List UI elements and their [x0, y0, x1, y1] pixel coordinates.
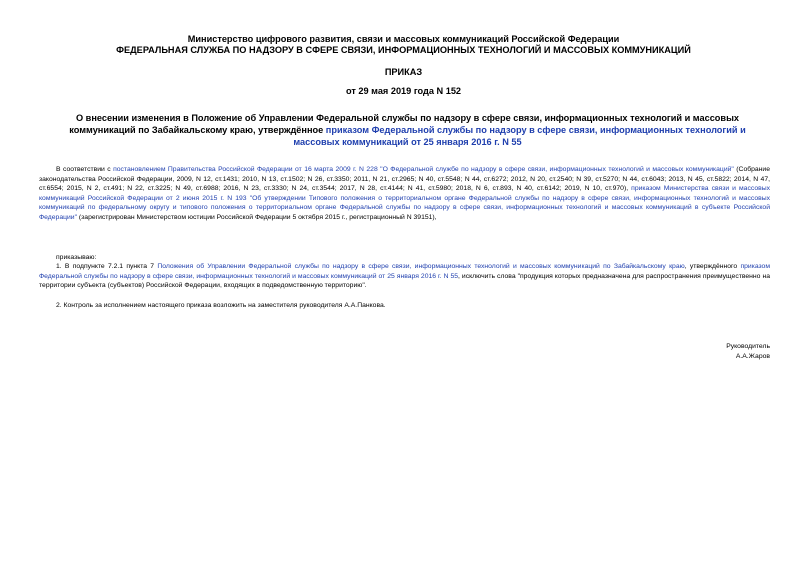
- signature-name: А.А.Жаров: [735, 353, 770, 360]
- signature-position: Руководитель: [726, 343, 770, 350]
- clause-2-paragraph: [39, 301, 770, 311]
- order-55-link[interactable]: приказом Федеральной службы по надзору в сфере связи, информационных технологий и массовых коммуникаций от 25 января 2016 г. N 55: [39, 263, 771, 280]
- preamble-text-3: (зарегистрирован Министерством юстиции Российской Федерации 5 октября 2015 г., регистрационный N 39151),: [77, 213, 437, 221]
- preamble-text-2: (Собрание законодательства Российской Федерации, 2009, N 12, ст.1431; 2010, N 13, ст.1502; N 26, ст.3350; 2011, N 21, ст.2965; N 40, ст.5548; N 44, ст.6272; 2012, N 20, ст.2540; N 39, ст.5270; N 44, ст.6043; 2013, N 45, ст.5822; 2014, N 47, ст.6554; 2015, N 2, ст.491; N 22, ст.3225; N 49, ст.6988; 2016, N 23, ст.3330; N 24, ст.3544; 2017, N 28, ст.4144; N 41, ст.5980; 2018, N 6, ст.893, N 40, ст.6142; 2019, N 10, ст.970),: [39, 166, 771, 193]
- government-decree-link[interactable]: постановлением Правительства Российской Федерации от 16 марта 2009 г. N 228 "О Федеральной службе по надзору в сфере связи, информационных технологий и массовых коммуникаций": [113, 166, 734, 173]
- signature-block: [726, 342, 770, 362]
- document-type: ПРИКАЗ: [384, 67, 423, 77]
- document-date: от 29 мая 2019 года N 152: [345, 86, 462, 96]
- preamble-text-1: В соответствии с: [56, 166, 114, 173]
- clause-1-paragraph: [39, 262, 770, 291]
- document-title: [45, 112, 770, 148]
- clause-1-text-1: 1. В подпункте 7.2.1 пункта 7: [56, 263, 158, 270]
- clause-2-text: 2. Контроль за исполнением настоящего приказа возложить на заместителя руководителя А.А.Панкова.: [56, 302, 386, 309]
- title-order-link[interactable]: приказом Федеральной службы по надзору в сфере связи, информационных технологий и массовых коммуникаций от 25 января 2016 г. N 55: [293, 125, 746, 147]
- regulation-link[interactable]: Положения об Управлении Федеральной службы по надзору в сфере связи, информационных технологий и массовых коммуникаций по Забайкальскому краю: [157, 263, 685, 270]
- service-heading: ФЕДЕРАЛЬНАЯ СЛУЖБА ПО НАДЗОРУ В СФЕРЕ СВЯЗИ, ИНФОРМАЦИОННЫХ ТЕХНОЛОГИЙ И МАССОВЫХ КОММУНИКАЦИЙ: [116, 45, 691, 55]
- clause-1-text-2: , утверждённого: [684, 263, 741, 270]
- preamble-paragraph: [39, 165, 770, 223]
- clause-1-text-3: , исключить слова "продукция которых предназначена для распространения преимущественно на территории субъекта (субъектов) Российской Федерации, входящих в подведомственную территорию".: [39, 272, 770, 290]
- title-text: О внесении изменения в Положение об Управлении Федеральной службы по надзору в сфере связи, информационных технологий и массовых коммуникаций по Забайкальскому краю, утверждённое: [69, 113, 740, 135]
- order-word: приказываю:: [56, 254, 97, 261]
- ministry-order-link[interactable]: приказом Министерства связи и массовых коммуникаций Российской Федерации от 2 июня 2015 г. N 193 "Об утверждении Типового положения о территориальном органе Федеральной службы по надзору в сфере связи, информационных технологий и массовых коммуникаций по федеральному округу и типового положения о территориальном органе Федеральной службы по надзору в сфере связи, информационных технологий и массовых коммуникаций в субъекте Российской Федерации": [39, 185, 770, 221]
- ministry-heading: Министерство цифрового развития, связи и массовых коммуникаций Российской Федерации: [187, 34, 620, 44]
